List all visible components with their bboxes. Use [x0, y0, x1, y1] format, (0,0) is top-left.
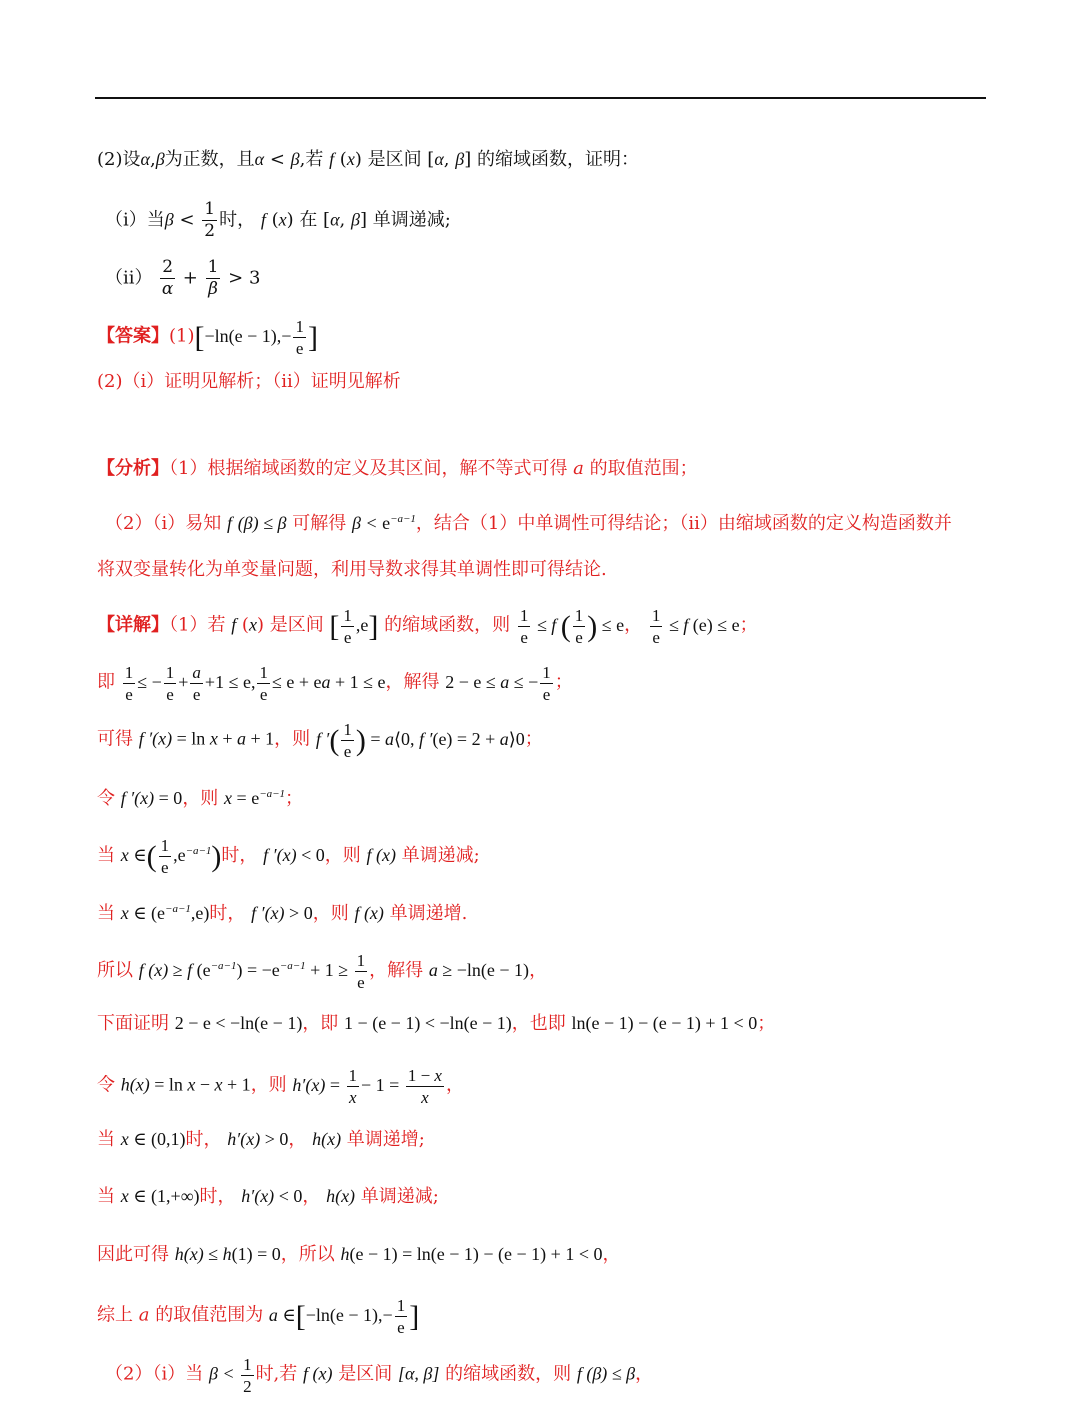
- detail-line-5: 当 x ∈( $\frac{1}{e}$ $,e^{-a-1}$)时， f ′(x) < 0，则 f (x) 单调递减;: [97, 836, 480, 878]
- answer-part2: (2)（i）证明见解析；（ii）证明见解析: [97, 371, 401, 392]
- answer-label: 【答案】: [97, 325, 169, 347]
- answer-part1: 【答案】(1)[−ln(e − 1),− $\frac{1}{e}$ ]: [97, 317, 318, 358]
- detail-line-2: 即 $\frac{1}{e}$ ≤ − $\frac{1}{e}$ + $\frac{a}{e}$ +1 ≤ e, $\frac{1}{e}$ ≤ e + ea + 1 ≤ e，解得 2 − e ≤ a ≤ − $\frac{1}{e}$ ；: [97, 663, 573, 704]
- detail-line-3: 可得 f ′(x) = ln x + a + 1，则 f ′( $\frac{1}{e}$ ) = a⟨0, f ′(e) = 2 + a⟩0；: [97, 720, 543, 761]
- detail-line-10: 当 x ∈ (0,1)时， h′(x) > 0， h(x) 单调递增;: [97, 1129, 425, 1150]
- detail-line-12: 因此可得 h(x) ≤ h(1) = 0，所以 h(e − 1) = ln(e − 1) − (e − 1) + 1 < 0，: [97, 1244, 621, 1265]
- analysis-label: 【分析】: [97, 458, 169, 479]
- detail-line-6: 当 x ∈ $(e^{-a-1},e)$时， f ′(x) > 0，则 f (x) 单调递增.: [97, 903, 468, 924]
- detail-label: 【详解】: [97, 614, 169, 636]
- problem-sub1: （i）当β < $\frac{1}{2}$ 时， f (x) 在 [α, β] 单调递减;: [105, 199, 451, 241]
- detail-line-1: 【详解】（1）若 f (x) 是区间 [ $\frac{1}{e}$ ,e] 的缩域函数，则 $\frac{1}{e}$ ≤ f ( $\frac{1}{e}$ ) ≤ e， $\frac{1}{e}$ ≤ f (e) ≤ e；: [97, 606, 758, 647]
- analysis-line-3: 将双变量转化为单变量问题，利用导数求得其单调性即可得结论.: [97, 559, 607, 580]
- detail-line-7: 所以 f (x) ≥ f $(e^{-a-1}) = -e^{-a-1} + 1$ ≥ $\frac{1}{e}$ ，解得 a ≥ −ln(e − 1)，: [97, 951, 548, 993]
- detail-line-13: 综上 a 的取值范围为 a ∈[−ln(e − 1),− $\frac{1}{e}$ ]: [97, 1296, 420, 1337]
- detail-line-4: 令 f ′(x) = 0，则 $x = e^{-a-1}$；: [97, 788, 304, 809]
- detail-line-9: 令 h(x) = ln x − x + 1，则 h′(x) = $\frac{1}{x}$ − 1 = $\frac{1 - x}{x}$ ，: [97, 1066, 464, 1107]
- problem-sub2: （ii） $\frac{2}{\alpha}$ + $\frac{1}{\beta}$ > 3: [105, 257, 261, 299]
- detail-line-14: （2）（i）当 β < $\frac{1}{2}$ 时,若 f (x) 是区间 [α, β] 的缩域函数，则 f (β) ≤ β，: [105, 1355, 654, 1396]
- analysis-line-2: （2）（i）易知 f (β) ≤ β 可解得 $\beta < e^{-a-1}$，结合（1）中单调性可得结论；（ii）由缩域函数的定义构造函数并: [105, 513, 952, 534]
- detail-line-8: 下面证明 2 − e < −ln(e − 1)，即 1 − (e − 1) < −ln(e − 1)，也即 ln(e − 1) − (e − 1) + 1 < 0；: [97, 1013, 776, 1034]
- analysis-line-1: 【分析】（1）根据缩域函数的定义及其区间，解不等式可得 a 的取值范围；: [97, 458, 698, 479]
- detail-line-11: 当 x ∈ (1,+∞)时， h′(x) < 0， h(x) 单调递减;: [97, 1186, 439, 1207]
- problem-part2-intro: (2)设α,β为正数，且α < β,若 f (x) 是区间 [α, β] 的缩域函数，证明：: [97, 149, 639, 170]
- header-rule: [95, 97, 986, 99]
